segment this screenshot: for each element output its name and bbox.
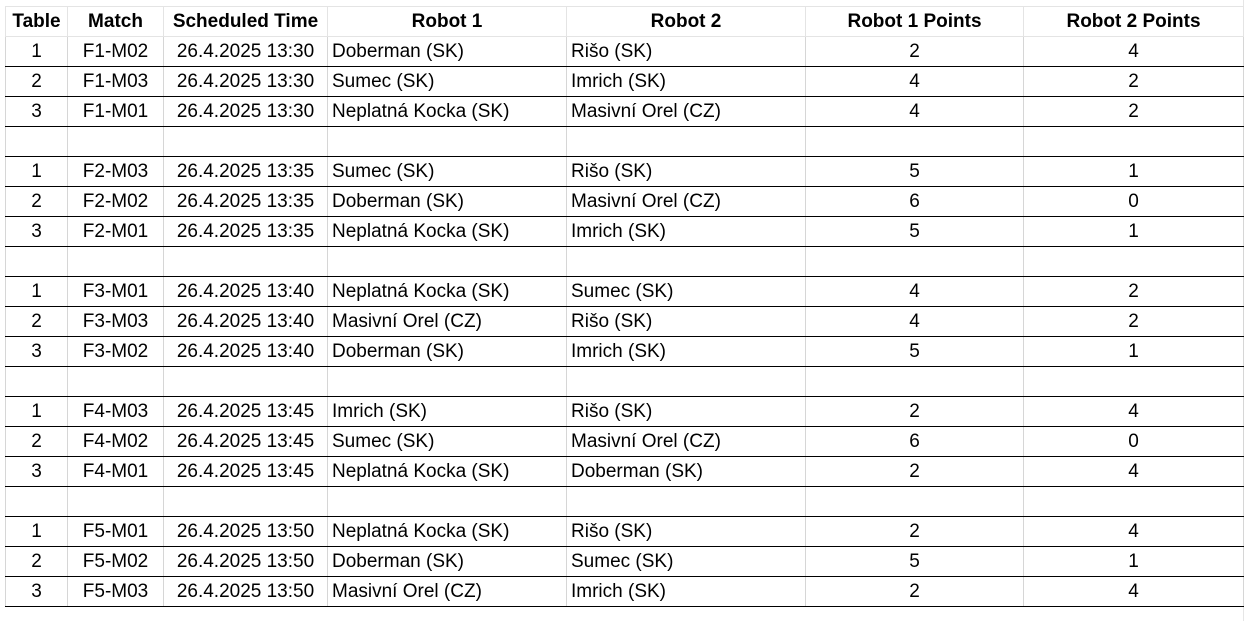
cell-robot-2-points[interactable] [1024, 367, 1244, 397]
header-robot-2-points[interactable]: Robot 2 Points [1024, 7, 1244, 37]
cell-robot-2-points[interactable]: 2 [1024, 277, 1244, 307]
cell-robot-1[interactable]: Sumec (SK) [328, 157, 567, 187]
cell-robot-1[interactable]: Sumec (SK) [328, 427, 567, 457]
cell-robot-1[interactable]: Doberman (SK) [328, 337, 567, 367]
cell-scheduled-time[interactable]: 26.4.2025 13:50 [164, 577, 328, 607]
cell-robot-2-points[interactable]: 2 [1024, 67, 1244, 97]
table-row [6, 37, 1244, 67]
cell-robot-2[interactable]: Rišo (SK) [567, 37, 806, 67]
spacer-row [6, 367, 1244, 397]
cell-scheduled-time[interactable]: 26.4.2025 13:45 [164, 397, 328, 427]
cell-robot-2-points[interactable]: 4 [1024, 457, 1244, 487]
cell-robot-2-points[interactable] [1024, 127, 1244, 157]
header-table[interactable]: Table [6, 7, 68, 37]
table-row [6, 427, 1244, 457]
table-row [6, 337, 1244, 367]
cell-match[interactable]: F2-M02 [68, 187, 164, 217]
cell-robot-1[interactable] [328, 127, 567, 157]
table-row [6, 277, 1244, 307]
cell-scheduled-time[interactable]: 26.4.2025 13:50 [164, 517, 328, 547]
cell-robot-1[interactable]: Masivní Orel (CZ) [328, 307, 567, 337]
cell-robot-1-points[interactable]: 4 [806, 277, 1024, 307]
cell-table[interactable]: 1 [6, 517, 68, 547]
cell-robot-2-points[interactable]: 0 [1024, 187, 1244, 217]
cell-robot-2[interactable]: Masivní Orel (CZ) [567, 427, 806, 457]
cell-robot-1[interactable]: Neplatná Kocka (SK) [328, 277, 567, 307]
cell-robot-2[interactable]: Masivní Orel (CZ) [567, 187, 806, 217]
cell-scheduled-time[interactable]: 26.4.2025 13:40 [164, 307, 328, 337]
cell-scheduled-time[interactable]: 26.4.2025 13:35 [164, 217, 328, 247]
cell-robot-2[interactable]: Imrich (SK) [567, 217, 806, 247]
cell-robot-2-points[interactable]: 2 [1024, 307, 1244, 337]
cell-robot-1[interactable] [328, 367, 567, 397]
cell-table[interactable]: 1 [6, 397, 68, 427]
cell-table[interactable]: 2 [6, 427, 68, 457]
cell-robot-1-points[interactable]: 6 [806, 187, 1024, 217]
table-body [6, 37, 1244, 607]
cell-robot-2[interactable]: Rišo (SK) [567, 397, 806, 427]
cell-match[interactable] [68, 247, 164, 277]
cell-robot-2-points[interactable]: 4 [1024, 37, 1244, 67]
cell-robot-2-points[interactable]: 0 [1024, 427, 1244, 457]
cell-robot-1[interactable]: Neplatná Kocka (SK) [328, 457, 567, 487]
header-row [6, 7, 1244, 37]
cell-table[interactable] [6, 127, 68, 157]
cell-match[interactable]: F4-M03 [68, 397, 164, 427]
cell-robot-2[interactable] [567, 247, 806, 277]
cell-scheduled-time[interactable] [164, 247, 328, 277]
cell-robot-2-points[interactable]: 2 [1024, 97, 1244, 127]
table-row [6, 547, 1244, 577]
cell-scheduled-time[interactable]: 26.4.2025 13:40 [164, 337, 328, 367]
cell-robot-1-points[interactable] [806, 247, 1024, 277]
header-robot-2[interactable]: Robot 2 [567, 7, 806, 37]
cell-robot-1-points[interactable]: 6 [806, 427, 1024, 457]
cell-match[interactable]: F3-M03 [68, 307, 164, 337]
cell-match[interactable]: F1-M02 [68, 37, 164, 67]
cell-robot-1[interactable]: Masivní Orel (CZ) [328, 577, 567, 607]
cell-robot-2[interactable]: Doberman (SK) [567, 457, 806, 487]
cell-table[interactable] [6, 367, 68, 397]
cell-robot-2[interactable] [567, 127, 806, 157]
cell-robot-2-points[interactable]: 1 [1024, 157, 1244, 187]
cell-robot-1-points[interactable]: 4 [806, 97, 1024, 127]
spacer-row [6, 487, 1244, 517]
match-schedule-table [5, 6, 1244, 607]
table-header [6, 7, 1244, 37]
cell-robot-1-points[interactable]: 2 [806, 517, 1024, 547]
cell-scheduled-time[interactable]: 26.4.2025 13:35 [164, 157, 328, 187]
cell-table[interactable]: 2 [6, 67, 68, 97]
cell-table[interactable]: 2 [6, 547, 68, 577]
cell-table[interactable]: 1 [6, 277, 68, 307]
cell-table[interactable] [6, 247, 68, 277]
cell-scheduled-time[interactable]: 26.4.2025 13:50 [164, 547, 328, 577]
table-row [6, 187, 1244, 217]
cell-robot-1-points[interactable] [806, 127, 1024, 157]
header-match[interactable]: Match [68, 7, 164, 37]
cell-robot-1[interactable]: Doberman (SK) [328, 187, 567, 217]
cell-table[interactable]: 3 [6, 97, 68, 127]
cell-scheduled-time[interactable]: 26.4.2025 13:35 [164, 187, 328, 217]
cell-robot-1[interactable]: Imrich (SK) [328, 397, 567, 427]
cell-match[interactable] [68, 487, 164, 517]
table-row [6, 157, 1244, 187]
cell-robot-2[interactable]: Sumec (SK) [567, 277, 806, 307]
cell-robot-1-points[interactable]: 2 [806, 37, 1024, 67]
cell-robot-2[interactable]: Rišo (SK) [567, 307, 806, 337]
cell-table[interactable]: 3 [6, 217, 68, 247]
cell-robot-1[interactable] [328, 247, 567, 277]
cell-table[interactable]: 3 [6, 577, 68, 607]
table-row [6, 517, 1244, 547]
cell-robot-1-points[interactable]: 4 [806, 307, 1024, 337]
cell-robot-1[interactable]: Doberman (SK) [328, 37, 567, 67]
cell-scheduled-time[interactable] [164, 367, 328, 397]
cell-scheduled-time[interactable]: 26.4.2025 13:30 [164, 67, 328, 97]
cell-match[interactable] [68, 367, 164, 397]
cell-robot-2-points[interactable]: 1 [1024, 547, 1244, 577]
cell-table[interactable]: 2 [6, 187, 68, 217]
cell-robot-2[interactable]: Imrich (SK) [567, 577, 806, 607]
cell-table[interactable]: 3 [6, 457, 68, 487]
table-row [6, 397, 1244, 427]
cell-robot-1-points[interactable]: 4 [806, 67, 1024, 97]
cell-match[interactable]: F2-M03 [68, 157, 164, 187]
cell-robot-1[interactable] [328, 487, 567, 517]
table-row [6, 577, 1244, 607]
cell-match[interactable]: F2-M01 [68, 217, 164, 247]
header-robot-1[interactable]: Robot 1 [328, 7, 567, 37]
cell-robot-2-points[interactable]: 1 [1024, 337, 1244, 367]
cell-robot-2[interactable]: Masivní Orel (CZ) [567, 97, 806, 127]
table-row [6, 457, 1244, 487]
spacer-row [6, 247, 1244, 277]
cell-robot-1-points[interactable]: 2 [806, 577, 1024, 607]
cell-match[interactable]: F3-M01 [68, 277, 164, 307]
cell-robot-1-points[interactable]: 2 [806, 397, 1024, 427]
cell-match[interactable]: F3-M02 [68, 337, 164, 367]
cell-robot-1-points[interactable]: 5 [806, 217, 1024, 247]
cell-robot-2-points[interactable]: 4 [1024, 517, 1244, 547]
cell-robot-2[interactable]: Sumec (SK) [567, 547, 806, 577]
table-row [6, 97, 1244, 127]
cell-robot-2-points[interactable]: 4 [1024, 397, 1244, 427]
table-row [6, 217, 1244, 247]
cell-scheduled-time[interactable]: 26.4.2025 13:40 [164, 277, 328, 307]
cell-match[interactable]: F5-M01 [68, 517, 164, 547]
cell-table[interactable]: 3 [6, 337, 68, 367]
cell-table[interactable]: 1 [6, 37, 68, 67]
cell-robot-2[interactable]: Rišo (SK) [567, 157, 806, 187]
cell-scheduled-time[interactable] [164, 487, 328, 517]
cell-match[interactable] [68, 127, 164, 157]
cell-match[interactable]: F4-M01 [68, 457, 164, 487]
cell-robot-1-points[interactable] [806, 367, 1024, 397]
cell-robot-2[interactable]: Rišo (SK) [567, 517, 806, 547]
cell-match[interactable]: F1-M01 [68, 97, 164, 127]
cell-robot-1[interactable]: Neplatná Kocka (SK) [328, 217, 567, 247]
cell-robot-1-points[interactable] [806, 487, 1024, 517]
cell-robot-2[interactable] [567, 367, 806, 397]
header-robot-1-points[interactable]: Robot 1 Points [806, 7, 1024, 37]
cell-match[interactable]: F4-M02 [68, 427, 164, 457]
cell-robot-1[interactable]: Sumec (SK) [328, 67, 567, 97]
cell-table[interactable]: 1 [6, 157, 68, 187]
cell-match[interactable]: F5-M03 [68, 577, 164, 607]
cell-scheduled-time[interactable]: 26.4.2025 13:45 [164, 427, 328, 457]
header-scheduled-time[interactable]: Scheduled Time [164, 7, 328, 37]
cell-robot-2-points[interactable]: 1 [1024, 217, 1244, 247]
cell-robot-2-points[interactable] [1024, 487, 1244, 517]
cell-match[interactable]: F5-M02 [68, 547, 164, 577]
cell-robot-2[interactable]: Imrich (SK) [567, 67, 806, 97]
cell-scheduled-time[interactable]: 26.4.2025 13:30 [164, 37, 328, 67]
cell-robot-1-points[interactable]: 5 [806, 547, 1024, 577]
cell-robot-2[interactable]: Imrich (SK) [567, 337, 806, 367]
cell-scheduled-time[interactable]: 26.4.2025 13:45 [164, 457, 328, 487]
cell-scheduled-time[interactable] [164, 127, 328, 157]
cell-robot-2-points[interactable] [1024, 247, 1244, 277]
cell-robot-1[interactable]: Neplatná Kocka (SK) [328, 517, 567, 547]
cell-scheduled-time[interactable]: 26.4.2025 13:30 [164, 97, 328, 127]
cell-robot-1-points[interactable]: 2 [806, 457, 1024, 487]
cell-robot-1-points[interactable]: 5 [806, 157, 1024, 187]
table-row [6, 307, 1244, 337]
cell-robot-1[interactable]: Neplatná Kocka (SK) [328, 97, 567, 127]
cell-robot-1[interactable]: Doberman (SK) [328, 547, 567, 577]
cell-table[interactable]: 2 [6, 307, 68, 337]
cell-robot-2-points[interactable]: 4 [1024, 577, 1244, 607]
cell-robot-1-points[interactable]: 5 [806, 337, 1024, 367]
table-row [6, 67, 1244, 97]
cell-table[interactable] [6, 487, 68, 517]
spacer-row [6, 127, 1244, 157]
cell-robot-2[interactable] [567, 487, 806, 517]
cell-match[interactable]: F1-M03 [68, 67, 164, 97]
